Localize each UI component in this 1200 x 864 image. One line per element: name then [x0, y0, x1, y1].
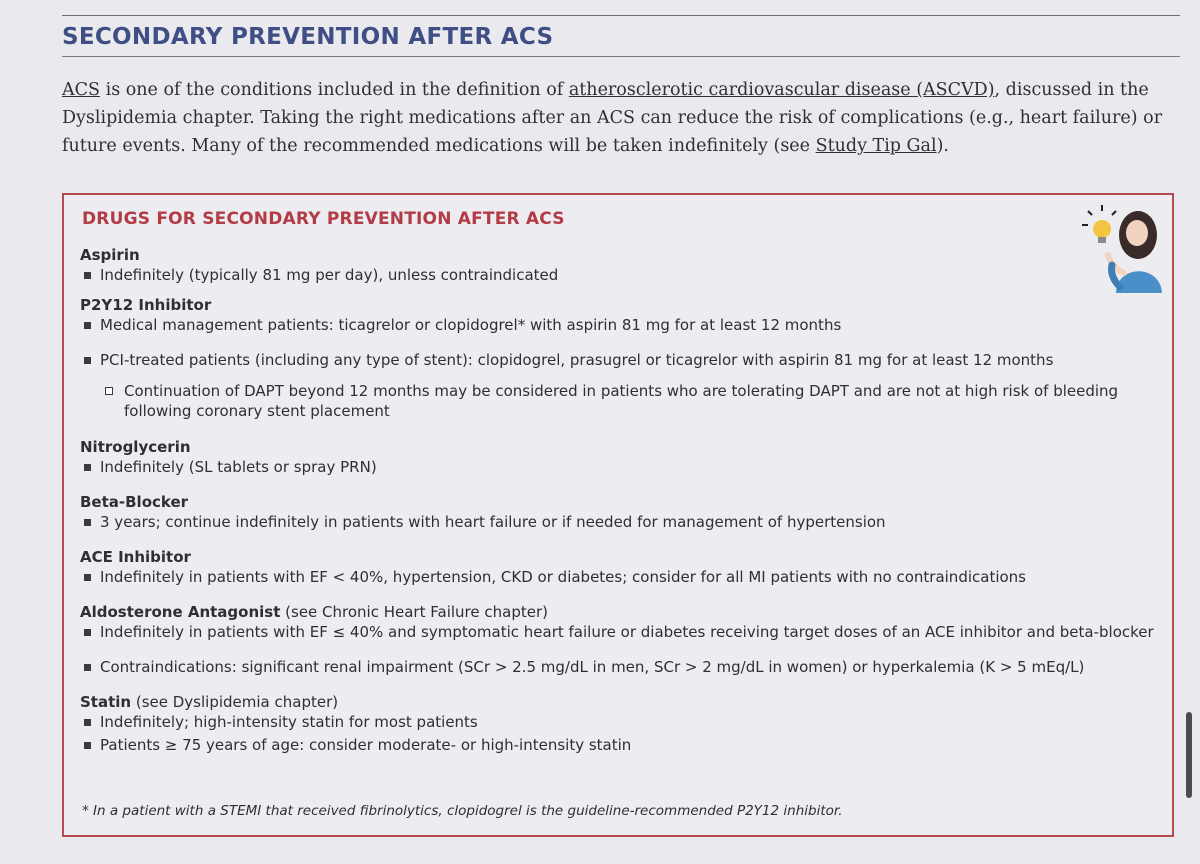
section-title — [80, 692, 1160, 712]
top-rule — [62, 15, 1180, 16]
sub-list-item: Continuation of DAPT beyond 12 months may be considered in patients who are tolerating DAPT and are not at high risk of bleeding following coronary stent placement — [80, 381, 1160, 421]
page-title: SECONDARY PREVENTION AFTER ACS — [62, 24, 554, 50]
list-item: Patients ≥ 75 years of age: consider moderate- or high-intensity statin — [80, 735, 1160, 756]
ascvd-link: atherosclerotic cardiovascular disease (ASCVD) — [568, 80, 995, 100]
title-rule — [62, 56, 1180, 57]
section-aldosterone-antagonist — [80, 602, 1160, 678]
section-title: Beta-Blocker — [80, 493, 189, 511]
section-statin — [80, 692, 1160, 756]
section-title-text: Aldosterone Antagonist — [80, 603, 281, 621]
section-title-text: Statin — [80, 693, 132, 711]
footnote: * In a patient with a STEMI that received fibrinolytics, clopidogrel is the guideline-recommended P2Y12 inhibitor. — [82, 803, 843, 819]
list-item: Indefinitely (SL tablets or spray PRN) — [80, 457, 1160, 478]
section-title: Nitroglycerin — [80, 438, 191, 456]
list-item: Indefinitely; high-intensity statin for most patients — [80, 712, 1160, 733]
section-ace-inhibitor — [80, 547, 1160, 588]
drugs-box — [62, 193, 1174, 837]
section-p2y12 — [80, 295, 1160, 421]
intro-paragraph — [62, 76, 1180, 160]
list-item: Medical management patients: ticagrelor or clopidogrel* with aspirin 81 mg for at least 12 months — [80, 315, 1160, 336]
section-aspirin — [80, 245, 1160, 286]
list-item: 3 years; continue indefinitely in patients with heart failure or if needed for management of hypertension — [80, 512, 1160, 533]
list-item: Indefinitely (typically 81 mg per day), unless contraindicated — [80, 265, 1160, 286]
section-title — [80, 602, 1160, 622]
intro-text-2: , discussed in the Dyslipidemia chapter. Taking the right medications after an ACS can reduce the risk of complications (e.g., heart failure) or future events. Many of the recommended medications will be taken indefinitely (see — [62, 80, 1163, 156]
list-item: Indefinitely in patients with EF < 40%, hypertension, CKD or diabetes; consider for all MI patients with no contraindications — [80, 567, 1160, 588]
list-item: Contraindications: significant renal impairment (SCr > 2.5 mg/dL in men, SCr > 2 mg/dL in women) or hyperkalemia (K > 5 mEq/L) — [80, 657, 1160, 678]
intro-text-1: is one of the conditions included in the definition of — [100, 80, 569, 100]
section-beta-blocker — [80, 492, 1160, 533]
section-title: P2Y12 Inhibitor — [80, 296, 212, 314]
section-title: Aspirin — [80, 246, 140, 264]
acs-term: ACS — [62, 80, 101, 100]
section-nitroglycerin — [80, 437, 1160, 478]
box-title: DRUGS FOR SECONDARY PREVENTION AFTER ACS — [82, 209, 565, 229]
section-note: (see Dyslipidemia chapter) — [131, 693, 339, 711]
section-note: (see Chronic Heart Failure chapter) — [280, 603, 548, 621]
section-title: ACE Inhibitor — [80, 548, 191, 566]
intro-text-3: ). — [936, 136, 949, 156]
drug-list — [80, 245, 1160, 765]
list-item: Indefinitely in patients with EF ≤ 40% and symptomatic heart failure or diabetes receiving target doses of an ACE inhibitor and beta-blocker — [80, 622, 1160, 643]
study-tip-gal-link: Study Tip Gal — [815, 136, 937, 156]
list-item: PCI-treated patients (including any type of stent): clopidogrel, prasugrel or ticagrelor with aspirin 81 mg for at least 12 months — [80, 350, 1160, 371]
scrollbar[interactable] — [1186, 712, 1192, 798]
